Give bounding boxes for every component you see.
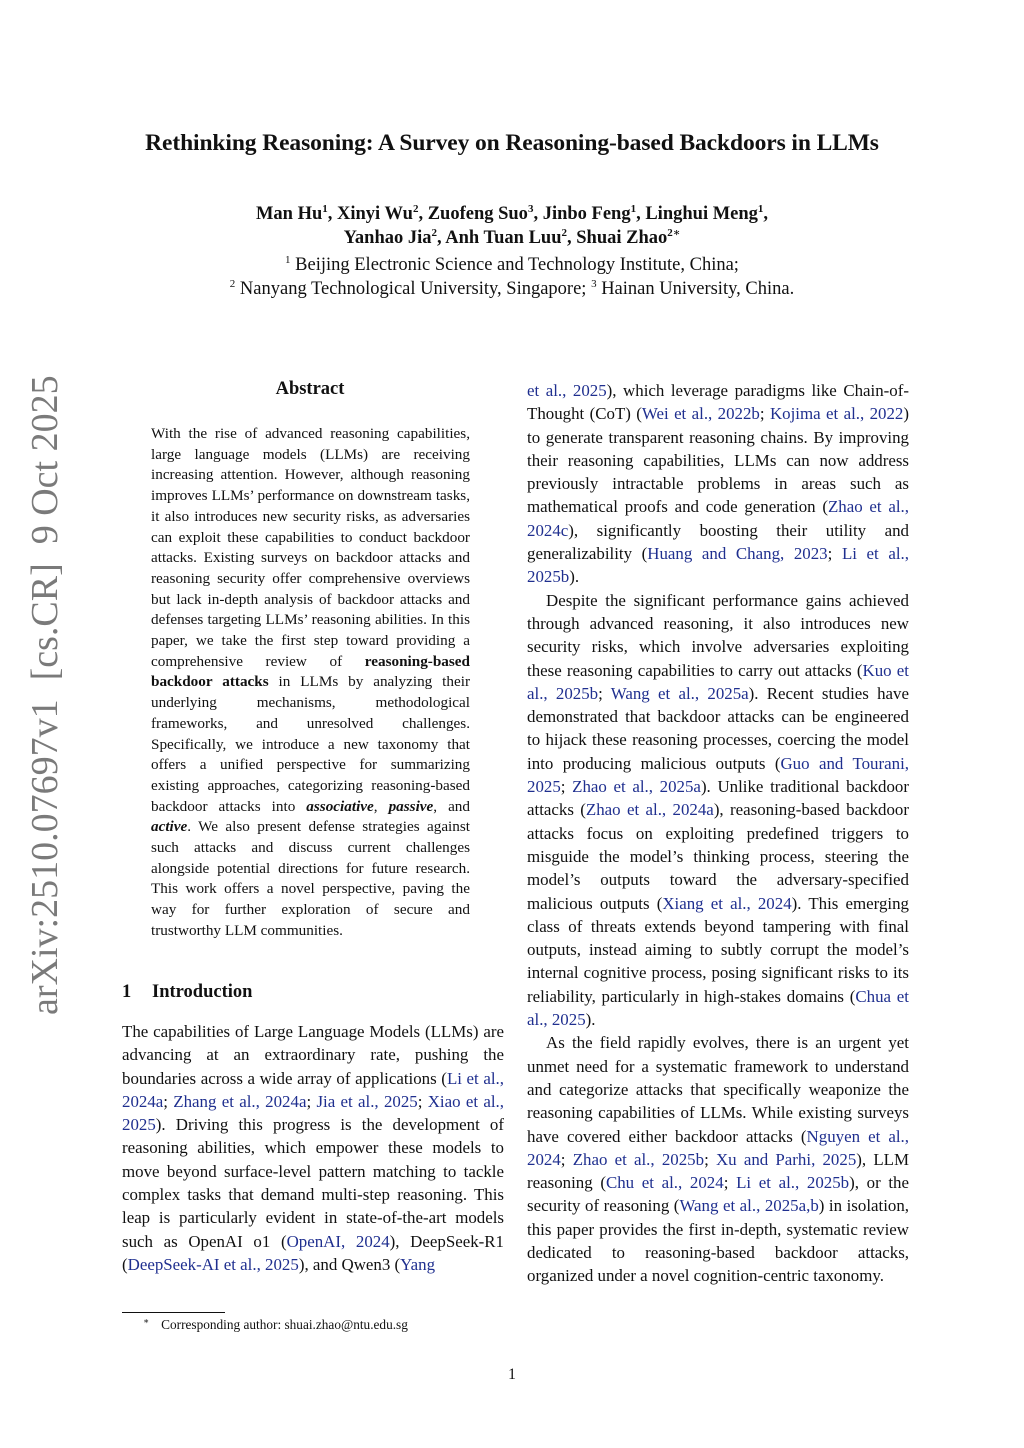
citation-link[interactable]: et al., 2025: [527, 381, 607, 400]
citation-link[interactable]: Zhao et al., 2024c: [527, 497, 909, 540]
citation-link[interactable]: Huang and Chang, 2023: [647, 544, 828, 564]
citation-link[interactable]: Jia et al., 2025: [316, 1091, 418, 1111]
paragraph: et al., 2025), which leverage paradigms like Chain-of-Thought (CoT) (Wei et al., 2022b; Kojima et al., 2022) to generate transparent reasoning chains. By improving their reasoning capabilities, LLMs can now address previously intractable problems in areas such as mathematical proofs and code generation (Zhao et al., 2024c), significantly boosting their utility and generalizability (Huang and Chang, 2023; Li et al., 2025b).: [527, 381, 910, 587]
paragraph: Despite the significant performance gains achieved through advanced reasoning, it also introduces new security risks, which involve adversaries exploiting these reasoning capabilities to carry out attacks (Kuo et al., 2025b; Wang et al., 2025a). Recent studies have demonstrated that backdoor attacks can be engineered to hijack these reasoning processes, coercing the model into producing malicious outputs (Guo and Tourani, 2025; Zhao et al., 2025a). Unlike traditional backdoor attacks (Zhao et al., 2024a), reasoning-based backdoor attacks focus on exploiting predefined triggers to misguide the model’s thinking process, steering the model’s outputs toward the adversary-specified malicious outputs (Xiang et al., 2024). This emerging class of threats extends beyond tampering with final outputs, instead aiming to subtly corrupt the model’s internal cognitive process, posing significant risks to its reliability, particularly in high-stakes domains (Chua et al., 2025).: [527, 590, 909, 1030]
citation-link[interactable]: Zhang et al., 2024a: [173, 1091, 307, 1111]
footnote-rule: [122, 1312, 225, 1313]
citation-link[interactable]: Li et al., 2025b: [736, 1173, 850, 1193]
footnote: ∗ Corresponding author: shuai.zhao@ntu.edu.sg: [143, 1316, 408, 1332]
citation-link[interactable]: Chu et al., 2024: [605, 1173, 724, 1193]
author-line-1: Man Hu$^1$, Xinyi Wu$^2$, Zuofeng Suo$^3$, Jinbo Feng$^1$, Linghui Meng$^1$,: [255, 203, 769, 224]
abstract-body: With the rise of advanced reasoning capabilities, large language models (LLMs) are receiving increasing attention. However, although reasoning improves LLMs’ performance on downstream tasks, it also introduces new security risks, as adversaries can exploit these capabilities to conduct backdoor attacks. Existing surveys on backdoor attacks and reasoning security offer comprehensive overviews but lack in-depth analysis of backdoor attacks and defenses targeting LLMs’ reasoning abilities. In this paper, we take the first step toward providing a comprehensive review of reasoning-based backdoor attacks in LLMs by analyzing their underlying mechanisms, methodological frameworks, and unresolved challenges. Specifically, we introduce a new taxonomy that offers a unified perspective for summarizing existing approaches, categorizing reasoning-based backdoor attacks into associative, passive, and active. We also present defense strategies against such attacks and discuss current challenges alongside potential directions for future research. This work offers a novel perspective, paving the way for further exploration of secure and trustworthy LLM communities.: [151, 425, 470, 939]
citation-link[interactable]: Kuo et al., 2025b: [527, 660, 909, 703]
citation-link[interactable]: Xiang et al., 2024: [662, 893, 792, 913]
citation-link[interactable]: Wang et al., 2025a,b: [679, 1196, 819, 1216]
author-list: [0, 202, 1024, 250]
citation-link[interactable]: Zhao et al., 2025b: [572, 1149, 705, 1169]
citation-link[interactable]: Wang et al., 2025a: [610, 683, 749, 703]
arxiv-stamp: arXiv:2510.07697v1 [cs.CR] 9 Oct 2025: [24, 375, 66, 1015]
affiliation-1: $^1$ Beijing Electronic Science and Technology Institute, China;: [285, 254, 739, 275]
intro-paragraph: The capabilities of Large Language Models (LLMs) are advancing at an extraordinary rate, pushing the boundaries across a wide array of applications (Li et al., 2024a; Zhang et al., 2024a; Jia et al., 2025; Xiao et al., 2025). Driving this progress is the development of reasoning abilities, which empower these models to move beyond surface-level pattern matching to tackle complex tasks that demand multi-step reasoning. This leap is particularly evident in state-of-the-art models such as OpenAI o1 (OpenAI, 2024), DeepSeek-R1 (DeepSeek-AI et al., 2025), and Qwen3 (Yang: [122, 1022, 504, 1274]
citation-link[interactable]: Zhao et al., 2025a: [572, 777, 701, 797]
right-column: [527, 379, 909, 1288]
paragraph: As the field rapidly evolves, there is an urgent yet unmet need for a systematic framework to understand and categorize attacks that specifically weaponize the reasoning capabilities of LLMs. While existing surveys have covered either backdoor attacks (Nguyen et al., 2024; Zhao et al., 2025b; Xu and Parhi, 2025), LLM reasoning (Chu et al., 2024; Li et al., 2025b), or the security of reasoning (Wang et al., 2025a,b) in isolation, this paper provides the first in-depth, systematic review dedicated to reasoning-based backdoor attacks, organized under a novel cognition-centric taxonomy.: [527, 1033, 910, 1286]
abstract-heading: Abstract: [275, 379, 345, 399]
citation-link[interactable]: Nguyen et al., 2024: [527, 1126, 910, 1169]
paper-title: Rethinking Reasoning: A Survey on Reasoning-based Backdoors in LLMs: [145, 130, 879, 156]
page-number: 1: [508, 1366, 516, 1383]
affiliation-2: $^2$ Nanyang Technological University, Singapore; $^3$ Hainan University, China.: [229, 278, 795, 299]
citation-link[interactable]: DeepSeek-AI et al., 2025: [127, 1254, 299, 1274]
citation-link[interactable]: Li et al., 2024a: [122, 1068, 504, 1111]
citation-link[interactable]: Xiao et al., 2025: [122, 1091, 504, 1135]
citation-link[interactable]: Xu and Parhi, 2025: [715, 1149, 857, 1169]
citation-link[interactable]: Li et al., 2025b: [527, 544, 909, 587]
affiliations: [0, 253, 1024, 301]
citation-link[interactable]: Guo and Tourani, 2025: [527, 753, 909, 797]
citation-link[interactable]: Yang: [400, 1254, 436, 1274]
citation-link[interactable]: Kojima et al., 2022: [769, 404, 904, 424]
section-heading: 1 Introduction: [122, 982, 253, 1002]
citation-link[interactable]: Chua et al., 2025: [527, 986, 909, 1030]
author-line-2: Yanhao Jia$^2$, Anh Tuan Luu$^2$, Shuai Zhao$^{2∗}$: [343, 227, 681, 248]
citation-link[interactable]: OpenAI, 2024: [286, 1231, 390, 1251]
citation-link[interactable]: Wei et al., 2022b: [641, 404, 760, 424]
citation-link[interactable]: Zhao et al., 2024a: [585, 800, 714, 820]
